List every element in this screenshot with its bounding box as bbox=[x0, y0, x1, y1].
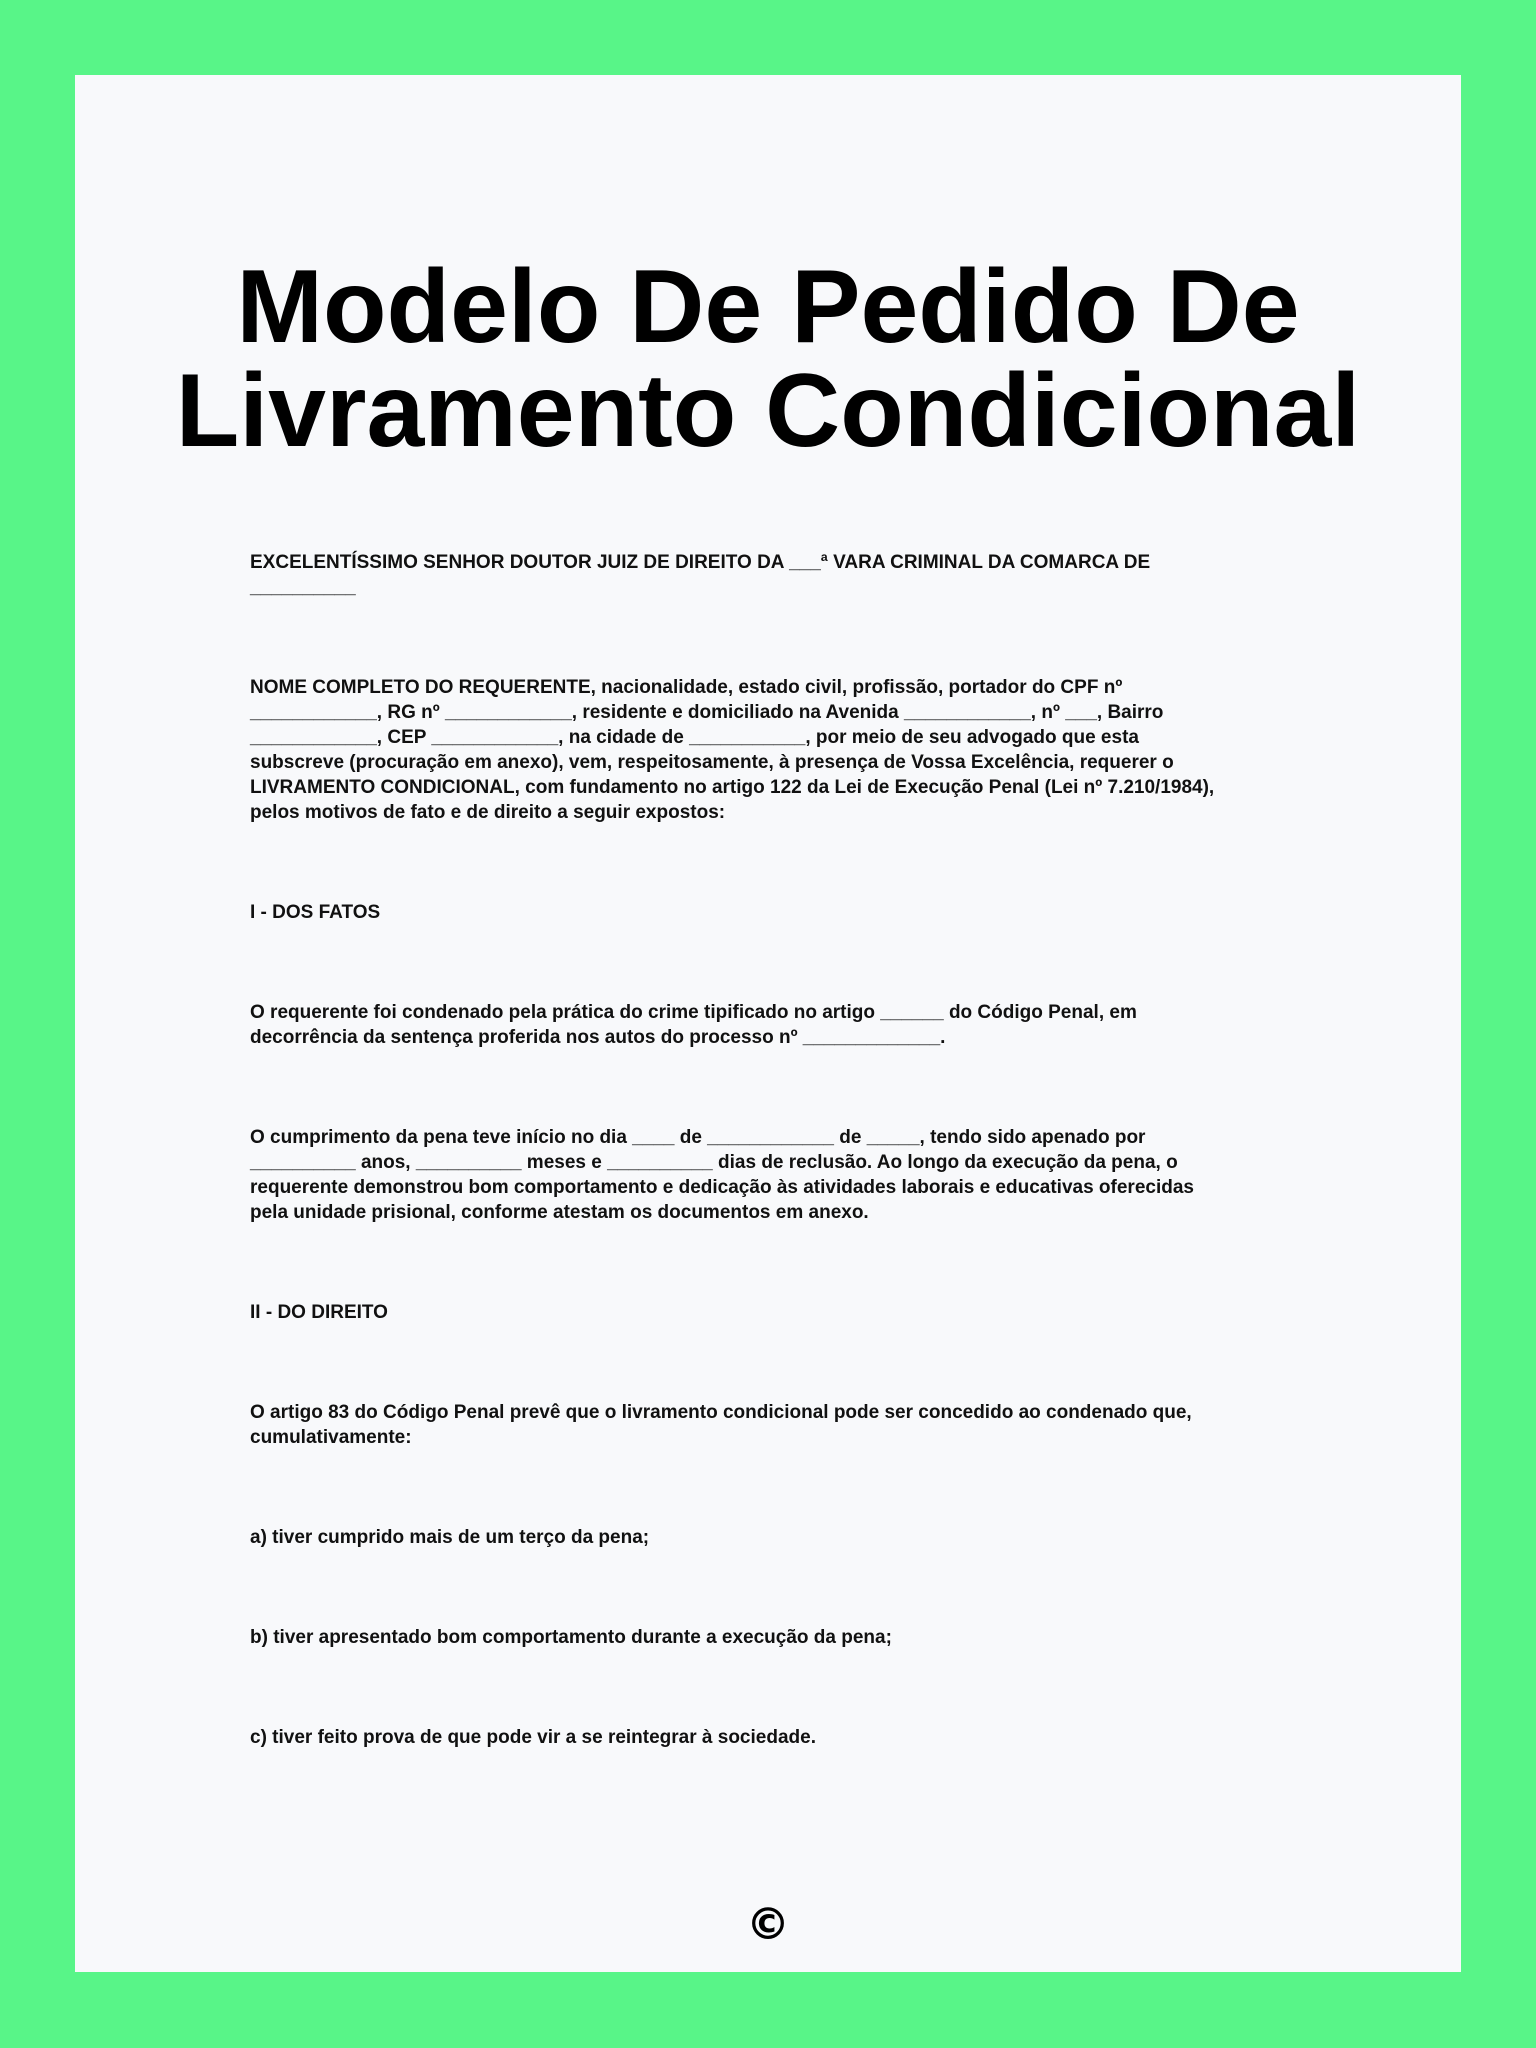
court-address: EXCELENTÍSSIMO SENHOR DOUTOR JUIZ DE DIREITO DA ___ª VARA CRIMINAL DA COMARCA DE __________ bbox=[250, 552, 1151, 598]
document-page bbox=[75, 75, 1461, 1972]
fatos-paragraph-1: O requerente foi condenado pela prática do crime tipificado no artigo ______ do Código Penal, em decorrência da sentença proferida nos autos do processo nº _____________. bbox=[250, 1002, 1137, 1048]
petition-intro: NOME COMPLETO DO REQUERENTE, nacionalidade, estado civil, profissão, portador do CPF nº ____________, RG nº ____________, residente e domiciliado na Avenida ____________, nº ___, Bairro ____________, CEP ____________, na cidade de ___________, por meio de seu advogado que esta subscreve (procuração em anexo), vem, respeitosamente, à presença de Vossa Excelência, requerer o LIVRAMENTO CONDICIONAL, com fundamento no artigo 122 da Lei de Execução Penal (Lei nº 7.210/1984), pelos motivos de fato e de direito a seguir expostos: bbox=[250, 677, 1215, 823]
direito-paragraph: O artigo 83 do Código Penal prevê que o livramento condicional pode ser concedido ao condenado que, cumulativamente: bbox=[250, 1402, 1192, 1448]
section-heading-fatos: I - DOS FATOS bbox=[250, 902, 381, 923]
fatos-paragraph-2: O cumprimento da pena teve início no dia ____ de ____________ de _____, tendo sido apenado por __________ anos, __________ meses e __________ dias de reclusão. Ao longo da execução da pena, o requerente demonstrou bom comportamento e dedicação às atividades laborais e educativas oferecidas pela unidade prisional, conforme atestam os documentos em anexo. bbox=[250, 1127, 1194, 1223]
document-title bbox=[75, 249, 1461, 469]
requirement-item-a: a) tiver cumprido mais de um terço da pena; bbox=[250, 1527, 650, 1548]
document-body bbox=[250, 550, 1350, 1750]
requirement-item-b: b) tiver apresentado bom comportamento durante a execução da pena; bbox=[250, 1627, 892, 1648]
requirement-item-c: c) tiver feito prova de que pode vir a se reintegrar à sociedade. bbox=[250, 1727, 816, 1748]
section-heading-direito: II - DO DIREITO bbox=[250, 1302, 388, 1323]
copyright-icon: © bbox=[746, 1899, 790, 1950]
title-line-2: Livramento Condicional bbox=[175, 353, 1361, 469]
title-line-1: Modelo De Pedido De bbox=[236, 249, 1300, 365]
